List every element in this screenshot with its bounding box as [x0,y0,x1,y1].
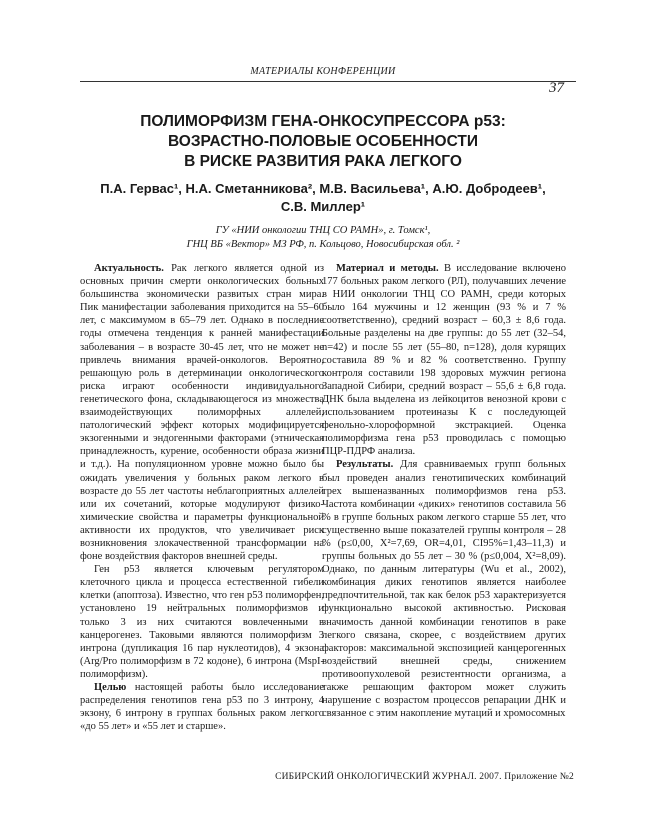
paragraph-methods [322,262,566,458]
paragraph-aim [80,681,324,733]
paragraph-relevance [80,262,324,563]
text-p53-gene: Ген p53 является ключевым регулятором клеточного цикла и процесса естественной гибели клетки (апоптоза). Известно, что ген p53 полиморфен, установлено 19 нейтральных полиморфизмов и только 3 из них считаются вовлеченными в канцерогенез. Таковыми являются полиморфизм 3 интрона (дупликация 16 пар нуклеотидов), 4 экзона (Arg/Pro полиморфизм в 72 кодоне), 6 интрона (MspI-полиморфизм). [80,564,324,680]
affiliation-line: ГУ «НИИ онкологии ТНЦ СО РАМН», г. Томск¹, [215,225,431,236]
lead-relevance: Актуальность. [94,263,164,274]
paragraph-results [322,458,566,720]
affiliation-line: ГНЦ ВБ «Вектор» МЗ РФ, п. Кольцово, Новосибирская обл. ² [186,239,460,250]
authors-line: С.В. Миллер¹ [280,199,366,214]
header-rule [80,81,576,82]
text-aim: настоящей работы было исследование распределения генотипов гена p53 по 3 интрону, 4 экзону, 6 интрону в группах больных раком легкого «до 55 лет» и «55 лет и старше». [80,682,324,733]
authors [60,180,586,216]
lead-results: Результаты. [336,459,394,471]
lead-aim: Целью [94,682,127,693]
article-title [60,112,586,172]
affiliations [100,224,546,252]
journal-footer: СИБИРСКИЙ ОНКОЛОГИЧЕСКИЙ ЖУРНАЛ. 2007. Приложение №2 [275,772,574,782]
page-number: 37 [549,80,564,96]
authors-line: П.А. Гервас¹, Н.А. Сметанникова², М.В. Васильева¹, А.Ю. Добродеев¹, [100,181,546,196]
paragraph-p53-gene [80,563,324,681]
lead-methods: Материал и методы. [336,263,439,274]
text-relevance: Рак легкого является одной из основных причин смерти онкологических больных большинства экономически развитых стран мира. Пик манифестации заболевания приходится на 55–60 лет, с максимумом в 65–79 лет. Однако в последние годы отмечена тенденция к ранней манифестации заболевания – в возрасте 30-45 лет, что не может не привлечь внимания врачей-онкологов. Вероятно, решающую роль в детерминации онкологического риска играют особенности индивидуального генетического фона, складывающегося из множества взаимодействующих полиморфных аллелей, патологический эффект которых модифицируется экзогенными и эндогенными факторами (этническая принадлежность, курение, особенности образа жизни и т.д.). На популяционном уровне можно было бы ожидать увеличения у больных раком легкого в возрасте до 55 лет частоты неблагоприятных аллелей или их сочетаний, которые модулируют физико-химические свойства и параметры функциональной активности их продуктов, что увеличивает риск возникновения злокачественной трансформации на фоне воздействия факторов внешней среды. [80,263,324,563]
text-results: Для сравниваемых групп больных был проведен анализ генотипических комбинаций трех вышеназванных полиморфизмов гена p53. Частота комбинации «диких» генотипов составила 56 % в группе больных раком легкого старше 55 лет, что существенно выше показателей группы контроля – 28 % (p≤0,00, X²=7,69, OR=4,01, CI95%=1,43–11,3) и группы больных до 55 лет – 30 % (p≤0,004, X²=8,09). Однако, по данным литературы (Wu et al., 2002), комбинация диких генотипов является наиболее предпочтительной, так как белок p53 характеризуется функционально высокой активностью. Рисковая значимость данной комбинации генотипов в раке легкого связана, скорее, с воздействием других факторов: максимальной экспозицией канцерогенных воздействий внешней среды, снижением противоопухолевой резистентности организма, а также решающим фактором может служить нарушение с возрастом процессов репарации ДНК и связанное с этим накопление мутаций и хромосомных [322,459,566,720]
text-methods: В исследование включено 177 больных раком легкого (РЛ), получавших лечение в НИИ онкологии ТНЦ СО РАМН, среди которых было 164 мужчины и 12 женщин (93 % и 7 % соответственно), средний возраст – 60,3 ± 8,6 года. Больные разделены на две группы: до 55 лет (32–54, n=42) и после 55 лет (55–80, n=128), доля курящих составила 89 % и 82 % соответственно. Группу контроля составили 198 здоровых мужчин региона Западной Сибири, средний возраст – 55,6 ± 6,8 года. ДНК была выделена из лейкоцитов венозной крови с использованием протеиназы К с последующей фенольно-хлороформной экстракцией. Оценка полиморфизма гена p53 проводилась с помощью ПЦР-ПДРФ анализа. [322,263,567,458]
title-line: ПОЛИМОРФИЗМ ГЕНА-ОНКОСУПРЕССОРА p53: [140,113,506,130]
title-line: ВОЗРАСТНО-ПОЛОВЫЕ ОСОБЕННОСТИ [167,133,479,150]
right-column [322,262,566,720]
left-column [80,262,324,733]
title-line: В РИСКЕ РАЗВИТИЯ РАКА ЛЕГКОГО [184,153,462,170]
running-head: МАТЕРИАЛЫ КОНФЕРЕНЦИИ [250,66,396,77]
